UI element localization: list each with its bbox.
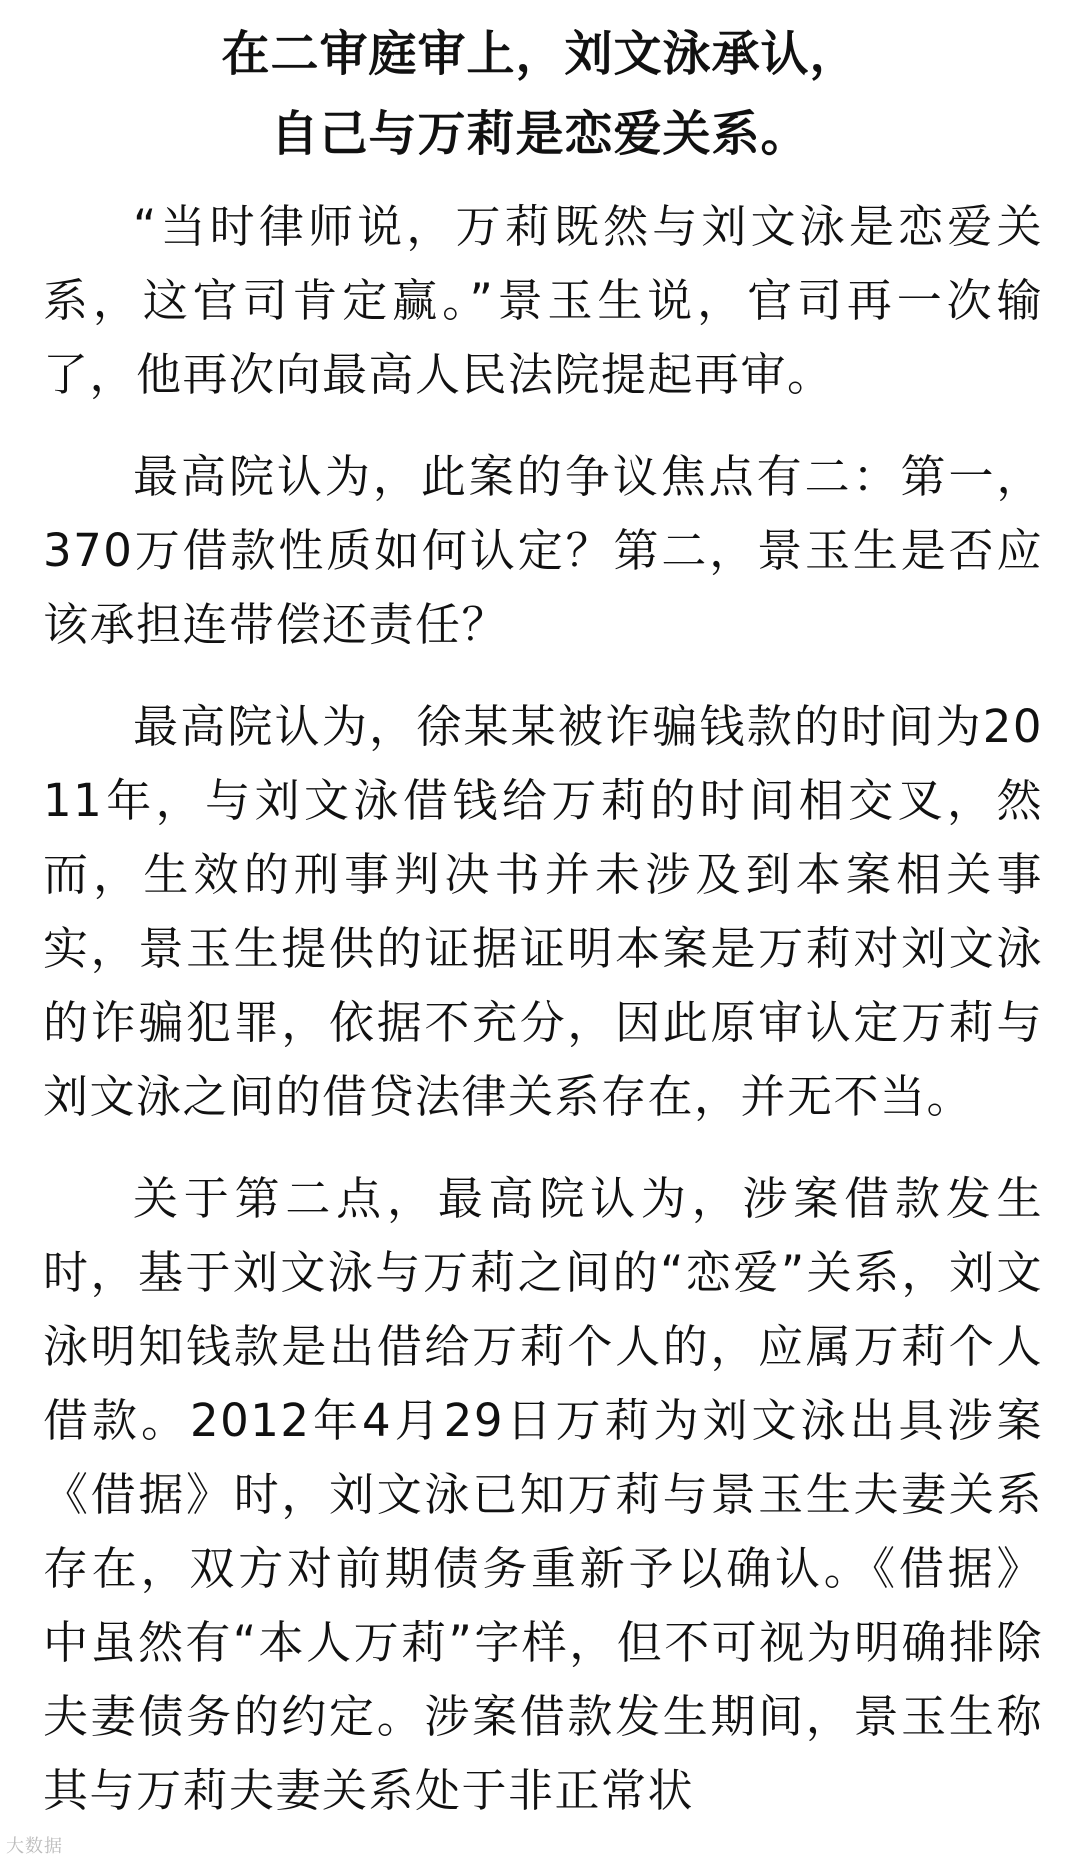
paragraph-3: 最高院认为，徐某某被诈骗钱款的时间为2011年，与刘文泳借钱给万莉的时间相交叉，然而，生效的刑事判决书并未涉及到本案相关事实，景玉生提供的证据证明本案是万莉对刘文泳的诈骗犯罪，依据不充分，因此原审认定万莉与刘文泳之间的借贷法律关系存在，并无不当。 (43, 700, 1043, 1123)
article-body (43, 190, 1043, 1856)
headline-line-1: 在二审庭审上，刘文泳承认， (221, 26, 859, 82)
paragraph-1: “当时律师说，万莉既然与刘文泳是恋爱关系，这官司肯定赢。”景玉生说，官司再一次输了，他再次向最高人民法院提起再审。 (43, 200, 1043, 401)
headline-line-2: 自己与万莉是恋爱关系。 (270, 106, 810, 162)
paragraph-4: 关于第二点，最高院认为，涉案借款发生时，基于刘文泳与万莉之间的“恋爱”关系，刘文泳明知钱款是出借给万莉个人的，应属万莉个人借款。2012年4月29日万莉为刘文泳出具涉案《借据》时，刘文泳已知万莉与景玉生夫妻关系存在，双方对前期债务重新予以确认。《借据》中虽然有“本人万莉”字样，但不可视为明确排除夫妻债务的约定。涉案借款发生期间，景玉生称其与万莉夫妻关系处于非正常状 (43, 1172, 1043, 1817)
article-headline (0, 0, 1080, 174)
watermark: 大数据 (6, 1836, 63, 1857)
paragraph-2: 最高院认为，此案的争议焦点有二：第一，370万借款性质如何认定？第二，景玉生是否应该承担连带偿还责任？ (43, 450, 1043, 651)
